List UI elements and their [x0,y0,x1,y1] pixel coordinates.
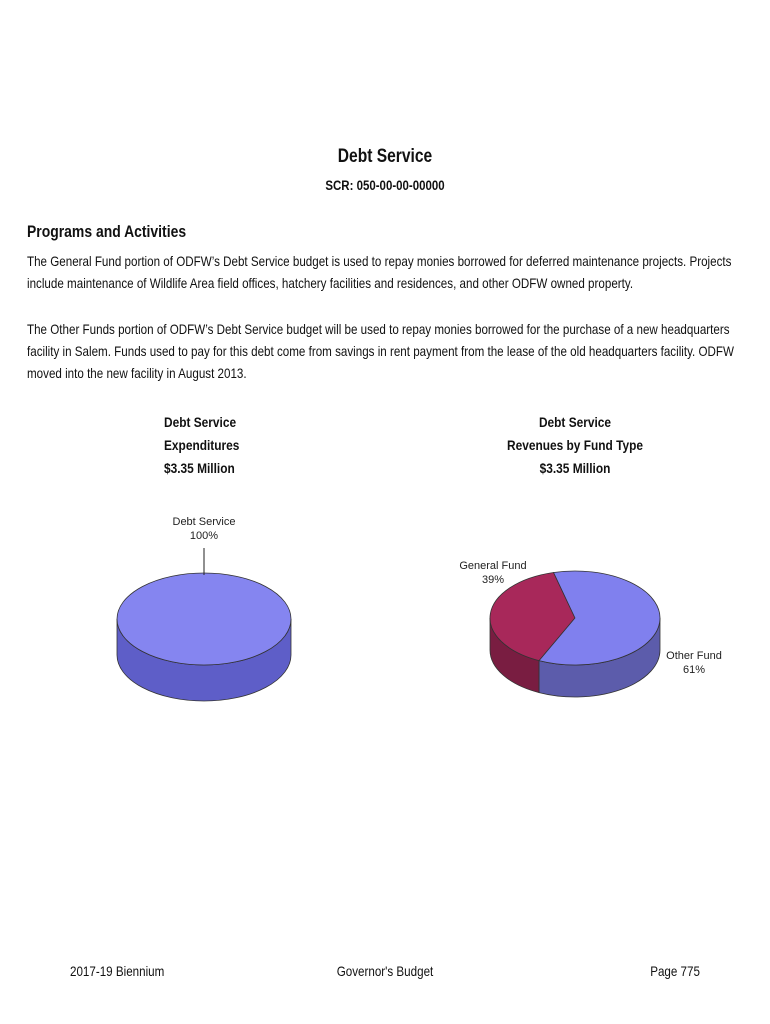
slice-percent-general-fund: 39% [481,574,505,586]
slice-percent-other-fund: 61% [682,664,706,676]
chart-title-line: $3.35 Million [539,460,611,476]
chart-title-line: Debt Service [538,414,612,430]
footer-page-number: Page 775 [650,963,700,979]
expenditures-pie-chart [40,405,370,735]
slice-percent-debt-service: 100% [189,530,219,542]
slice-name-debt-service: Debt Service [172,516,236,528]
expenditures-pie-svg [40,405,370,735]
revenues-pie-chart [410,405,740,735]
revenues-pie-svg [410,405,740,735]
paragraph-general-fund: The General Fund portion of ODFW’s Debt Service budget is used to repay monies borrowed for deferred maintenance projects. Projects include maintenance of Wildlife Area field offices, hatchery facilities and residences, and other ODFW owned property. [27,253,732,291]
pie-slice-debt-service [117,573,291,665]
scr-code: SCR: 050-00-00-00000 [325,178,445,193]
footer-budget: Governor's Budget [336,963,434,979]
slice-name-general-fund: General Fund [459,560,527,572]
page-title: Debt Service [337,146,433,167]
paragraph-other-funds: The Other Funds portion of ODFW’s Debt Service budget will be used to repay monies borrowed for the purchase of a new headquarters facility in Salem. Funds used to pay for this debt come from savings in rent payment from the lease of the old headquarters facility. ODFW moved into the new facility in August 2013. [27,321,734,381]
slice-name-other-fund: Other Fund [666,650,722,662]
chart-title-line: Revenues by Fund Type [507,437,643,453]
section-heading: Programs and Activities [27,222,187,241]
revenues-pie-slices [490,571,660,697]
chart-title-line: Expenditures [164,437,240,453]
chart-title-line: Debt Service [164,414,237,430]
footer-biennium: 2017-19 Biennium [70,963,165,979]
chart-title-line: $3.35 Million [164,460,235,476]
